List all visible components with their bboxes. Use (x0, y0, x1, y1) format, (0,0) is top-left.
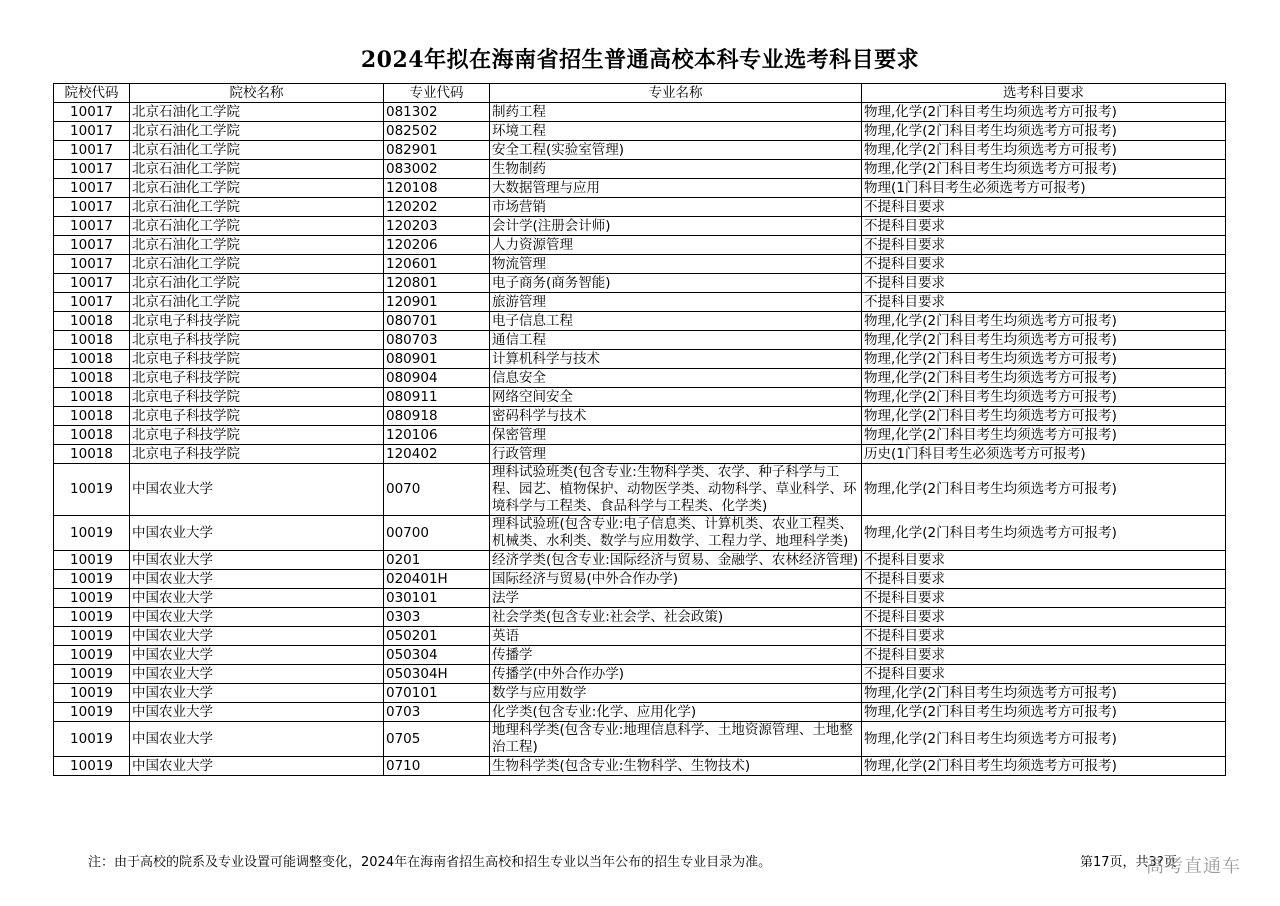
cell-school-name: 北京石油化工学院 (130, 236, 384, 255)
cell-major-name: 传播学(中外合作办学) (490, 665, 862, 684)
cell-school-name: 北京石油化工学院 (130, 122, 384, 141)
cell-requirement: 物理,化学(2门科目考生均须选考方可报考) (862, 160, 1226, 179)
cell-major-name: 网络空间安全 (490, 388, 862, 407)
cell-major-name: 法学 (490, 589, 862, 608)
cell-school-code: 10017 (54, 141, 130, 160)
cell-requirement: 物理,化学(2门科目考生均须选考方可报考) (862, 684, 1226, 703)
cell-major-name: 物流管理 (490, 255, 862, 274)
cell-major-name: 理科试验班类(包含专业:生物科学类、农学、种子科学与工程、园艺、植物保护、动物医学类、动物科学、草业科学、环境科学与工程类、食品科学与工程类、化学类) (490, 464, 862, 516)
cell-major-code: 081302 (384, 103, 490, 122)
cell-school-name: 北京电子科技学院 (130, 331, 384, 350)
cell-major-name: 旅游管理 (490, 293, 862, 312)
table-row (54, 255, 1226, 274)
cell-major-name: 生物制药 (490, 160, 862, 179)
cell-school-name: 中国农业大学 (130, 589, 384, 608)
cell-school-name: 北京电子科技学院 (130, 312, 384, 331)
cell-major-name: 英语 (490, 627, 862, 646)
cell-major-code: 080911 (384, 388, 490, 407)
cell-requirement: 不提科目要求 (862, 608, 1226, 627)
cell-school-name: 中国农业大学 (130, 570, 384, 589)
cell-school-name: 中国农业大学 (130, 722, 384, 757)
cell-school-code: 10019 (54, 665, 130, 684)
cell-requirement: 不提科目要求 (862, 198, 1226, 217)
cell-school-code: 10018 (54, 388, 130, 407)
cell-school-name: 北京石油化工学院 (130, 217, 384, 236)
table-row (54, 570, 1226, 589)
cell-school-code: 10017 (54, 122, 130, 141)
table-row (54, 293, 1226, 312)
cell-major-code: 120203 (384, 217, 490, 236)
cell-requirement: 不提科目要求 (862, 236, 1226, 255)
cell-major-code: 050304 (384, 646, 490, 665)
column-header-major-code: 专业代码 (384, 84, 490, 103)
cell-school-code: 10019 (54, 464, 130, 516)
cell-school-code: 10019 (54, 551, 130, 570)
table-row (54, 217, 1226, 236)
column-header-school-code: 院校代码 (54, 84, 130, 103)
cell-school-name: 北京电子科技学院 (130, 350, 384, 369)
cell-major-name: 密码科学与技术 (490, 407, 862, 426)
cell-requirement: 不提科目要求 (862, 217, 1226, 236)
cell-school-code: 10018 (54, 407, 130, 426)
cell-school-code: 10019 (54, 684, 130, 703)
cell-school-name: 北京电子科技学院 (130, 407, 384, 426)
cell-school-name: 中国农业大学 (130, 551, 384, 570)
table-row (54, 331, 1226, 350)
cell-school-code: 10018 (54, 369, 130, 388)
cell-major-code: 0201 (384, 551, 490, 570)
cell-school-name: 北京电子科技学院 (130, 445, 384, 464)
cell-requirement: 物理,化学(2门科目考生均须选考方可报考) (862, 703, 1226, 722)
table-row (54, 103, 1226, 122)
column-header-requirement: 选考科目要求 (862, 84, 1226, 103)
cell-major-name: 行政管理 (490, 445, 862, 464)
cell-major-code: 080703 (384, 331, 490, 350)
cell-school-code: 10017 (54, 236, 130, 255)
cell-school-name: 北京石油化工学院 (130, 274, 384, 293)
cell-major-name: 化学类(包含专业:化学、应用化学) (490, 703, 862, 722)
table-row (54, 516, 1226, 551)
requirements-table (53, 83, 1226, 776)
cell-major-name: 人力资源管理 (490, 236, 862, 255)
footer-note: 注：由于高校的院系及专业设置可能调整变化，2024年在海南省招生高校和招生专业以当年公布的招生专业目录为准。 (88, 855, 772, 870)
cell-school-code: 10017 (54, 179, 130, 198)
cell-school-name: 北京电子科技学院 (130, 426, 384, 445)
table-row (54, 350, 1226, 369)
cell-requirement: 物理,化学(2门科目考生均须选考方可报考) (862, 464, 1226, 516)
cell-major-name: 制药工程 (490, 103, 862, 122)
cell-major-name: 安全工程(实验室管理) (490, 141, 862, 160)
page-number: 第17页，共3?页 (1080, 855, 1177, 870)
cell-major-code: 00700 (384, 516, 490, 551)
cell-school-name: 北京石油化工学院 (130, 293, 384, 312)
cell-major-code: 080904 (384, 369, 490, 388)
cell-school-name: 中国农业大学 (130, 703, 384, 722)
cell-school-code: 10017 (54, 255, 130, 274)
cell-major-code: 0705 (384, 722, 490, 757)
cell-requirement: 物理,化学(2门科目考生均须选考方可报考) (862, 369, 1226, 388)
cell-major-code: 120402 (384, 445, 490, 464)
cell-requirement: 物理,化学(2门科目考生均须选考方可报考) (862, 141, 1226, 160)
cell-school-name: 北京电子科技学院 (130, 369, 384, 388)
table-row (54, 198, 1226, 217)
cell-major-code: 120108 (384, 179, 490, 198)
cell-major-name: 环境工程 (490, 122, 862, 141)
page-title: 2024年拟在海南省招生普通高校本科专业选考科目要求 (360, 47, 920, 73)
cell-requirement: 物理,化学(2门科目考生均须选考方可报考) (862, 312, 1226, 331)
cell-school-name: 中国农业大学 (130, 516, 384, 551)
table-row (54, 608, 1226, 627)
cell-school-code: 10017 (54, 198, 130, 217)
cell-major-name: 市场营销 (490, 198, 862, 217)
cell-requirement: 物理,化学(2门科目考生均须选考方可报考) (862, 350, 1226, 369)
cell-requirement: 不提科目要求 (862, 589, 1226, 608)
column-header-school-name: 院校名称 (130, 84, 384, 103)
table-row (54, 312, 1226, 331)
cell-school-code: 10017 (54, 217, 130, 236)
cell-requirement: 物理,化学(2门科目考生均须选考方可报考) (862, 426, 1226, 445)
cell-school-code: 10017 (54, 103, 130, 122)
cell-major-name: 传播学 (490, 646, 862, 665)
table-row (54, 388, 1226, 407)
cell-school-name: 北京石油化工学院 (130, 198, 384, 217)
cell-major-name: 计算机科学与技术 (490, 350, 862, 369)
cell-school-code: 10019 (54, 757, 130, 776)
cell-requirement: 物理(1门科目考生必须选考方可报考) (862, 179, 1226, 198)
cell-major-code: 080901 (384, 350, 490, 369)
table-row (54, 665, 1226, 684)
table-row (54, 369, 1226, 388)
cell-requirement: 物理,化学(2门科目考生均须选考方可报考) (862, 103, 1226, 122)
table-row (54, 703, 1226, 722)
table-row (54, 646, 1226, 665)
cell-major-code: 082901 (384, 141, 490, 160)
cell-school-name: 北京石油化工学院 (130, 160, 384, 179)
column-header-major-name: 专业名称 (490, 84, 862, 103)
cell-major-code: 0070 (384, 464, 490, 516)
cell-school-name: 中国农业大学 (130, 464, 384, 516)
cell-major-code: 083002 (384, 160, 490, 179)
cell-school-name: 北京石油化工学院 (130, 103, 384, 122)
cell-major-name: 社会学类(包含专业:社会学、社会政策) (490, 608, 862, 627)
cell-school-name: 中国农业大学 (130, 646, 384, 665)
cell-major-code: 020401H (384, 570, 490, 589)
cell-major-name: 经济学类(包含专业:国际经济与贸易、金融学、农林经济管理) (490, 551, 862, 570)
table-row (54, 122, 1226, 141)
cell-major-name: 会计学(注册会计师) (490, 217, 862, 236)
cell-school-code: 10018 (54, 331, 130, 350)
cell-school-code: 10017 (54, 293, 130, 312)
cell-major-code: 030101 (384, 589, 490, 608)
table-body (54, 103, 1226, 776)
table-row (54, 464, 1226, 516)
cell-school-code: 10018 (54, 445, 130, 464)
cell-major-name: 理科试验班(包含专业:电子信息类、计算机类、农业工程类、机械类、水利类、数学与应用数学、工程力学、地理科学类) (490, 516, 862, 551)
cell-requirement: 物理,化学(2门科目考生均须选考方可报考) (862, 331, 1226, 350)
cell-requirement: 物理,化学(2门科目考生均须选考方可报考) (862, 722, 1226, 757)
cell-school-code: 10019 (54, 703, 130, 722)
cell-requirement: 物理,化学(2门科目考生均须选考方可报考) (862, 516, 1226, 551)
cell-school-code: 10018 (54, 312, 130, 331)
cell-major-code: 120601 (384, 255, 490, 274)
cell-major-code: 120202 (384, 198, 490, 217)
cell-school-name: 中国农业大学 (130, 627, 384, 646)
cell-requirement: 不提科目要求 (862, 570, 1226, 589)
cell-major-name: 大数据管理与应用 (490, 179, 862, 198)
cell-major-name: 数学与应用数学 (490, 684, 862, 703)
cell-major-name: 国际经济与贸易(中外合作办学) (490, 570, 862, 589)
cell-school-code: 10017 (54, 160, 130, 179)
cell-requirement: 历史(1门科目考生必须选考方可报考) (862, 445, 1226, 464)
cell-requirement: 不提科目要求 (862, 646, 1226, 665)
cell-school-code: 10019 (54, 608, 130, 627)
table-row (54, 627, 1226, 646)
cell-major-name: 电子商务(商务智能) (490, 274, 862, 293)
cell-school-code: 10019 (54, 589, 130, 608)
cell-school-code: 10019 (54, 516, 130, 551)
cell-school-code: 10019 (54, 646, 130, 665)
table-row (54, 141, 1226, 160)
table-header-row (54, 84, 1226, 103)
cell-requirement: 物理,化学(2门科目考生均须选考方可报考) (862, 407, 1226, 426)
cell-requirement: 物理,化学(2门科目考生均须选考方可报考) (862, 757, 1226, 776)
cell-school-name: 北京石油化工学院 (130, 141, 384, 160)
cell-major-code: 120801 (384, 274, 490, 293)
cell-major-name: 地理科学类(包含专业:地理信息科学、土地资源管理、土地整治工程) (490, 722, 862, 757)
cell-school-code: 10018 (54, 426, 130, 445)
cell-requirement: 不提科目要求 (862, 293, 1226, 312)
table-row (54, 426, 1226, 445)
table-row (54, 589, 1226, 608)
cell-school-name: 中国农业大学 (130, 757, 384, 776)
cell-major-code: 070101 (384, 684, 490, 703)
table-row (54, 407, 1226, 426)
watermark: 高考直通车 (1146, 856, 1241, 877)
cell-school-name: 北京电子科技学院 (130, 388, 384, 407)
cell-school-code: 10018 (54, 350, 130, 369)
table-row (54, 722, 1226, 757)
cell-major-code: 080701 (384, 312, 490, 331)
table-row (54, 551, 1226, 570)
table-row (54, 684, 1226, 703)
cell-major-code: 0703 (384, 703, 490, 722)
cell-school-name: 北京石油化工学院 (130, 255, 384, 274)
cell-major-code: 0710 (384, 757, 490, 776)
cell-requirement: 不提科目要求 (862, 665, 1226, 684)
table-row (54, 274, 1226, 293)
cell-major-code: 120206 (384, 236, 490, 255)
cell-major-name: 保密管理 (490, 426, 862, 445)
cell-requirement: 不提科目要求 (862, 255, 1226, 274)
cell-requirement: 物理,化学(2门科目考生均须选考方可报考) (862, 388, 1226, 407)
cell-major-code: 120106 (384, 426, 490, 445)
cell-major-name: 信息安全 (490, 369, 862, 388)
cell-school-name: 中国农业大学 (130, 684, 384, 703)
cell-school-name: 北京石油化工学院 (130, 179, 384, 198)
cell-major-code: 050304H (384, 665, 490, 684)
cell-requirement: 物理,化学(2门科目考生均须选考方可报考) (862, 122, 1226, 141)
cell-school-name: 中国农业大学 (130, 608, 384, 627)
table-row (54, 757, 1226, 776)
cell-school-code: 10019 (54, 570, 130, 589)
cell-requirement: 不提科目要求 (862, 551, 1226, 570)
table-row (54, 179, 1226, 198)
table-row (54, 236, 1226, 255)
cell-requirement: 不提科目要求 (862, 627, 1226, 646)
cell-major-name: 通信工程 (490, 331, 862, 350)
cell-major-code: 0303 (384, 608, 490, 627)
cell-school-code: 10017 (54, 274, 130, 293)
cell-school-code: 10019 (54, 627, 130, 646)
cell-school-code: 10019 (54, 722, 130, 757)
cell-major-code: 082502 (384, 122, 490, 141)
cell-major-code: 120901 (384, 293, 490, 312)
cell-major-code: 080918 (384, 407, 490, 426)
cell-requirement: 不提科目要求 (862, 274, 1226, 293)
table-row (54, 445, 1226, 464)
cell-major-code: 050201 (384, 627, 490, 646)
table-row (54, 160, 1226, 179)
cell-major-name: 电子信息工程 (490, 312, 862, 331)
cell-major-name: 生物科学类(包含专业:生物科学、生物技术) (490, 757, 862, 776)
cell-school-name: 中国农业大学 (130, 665, 384, 684)
